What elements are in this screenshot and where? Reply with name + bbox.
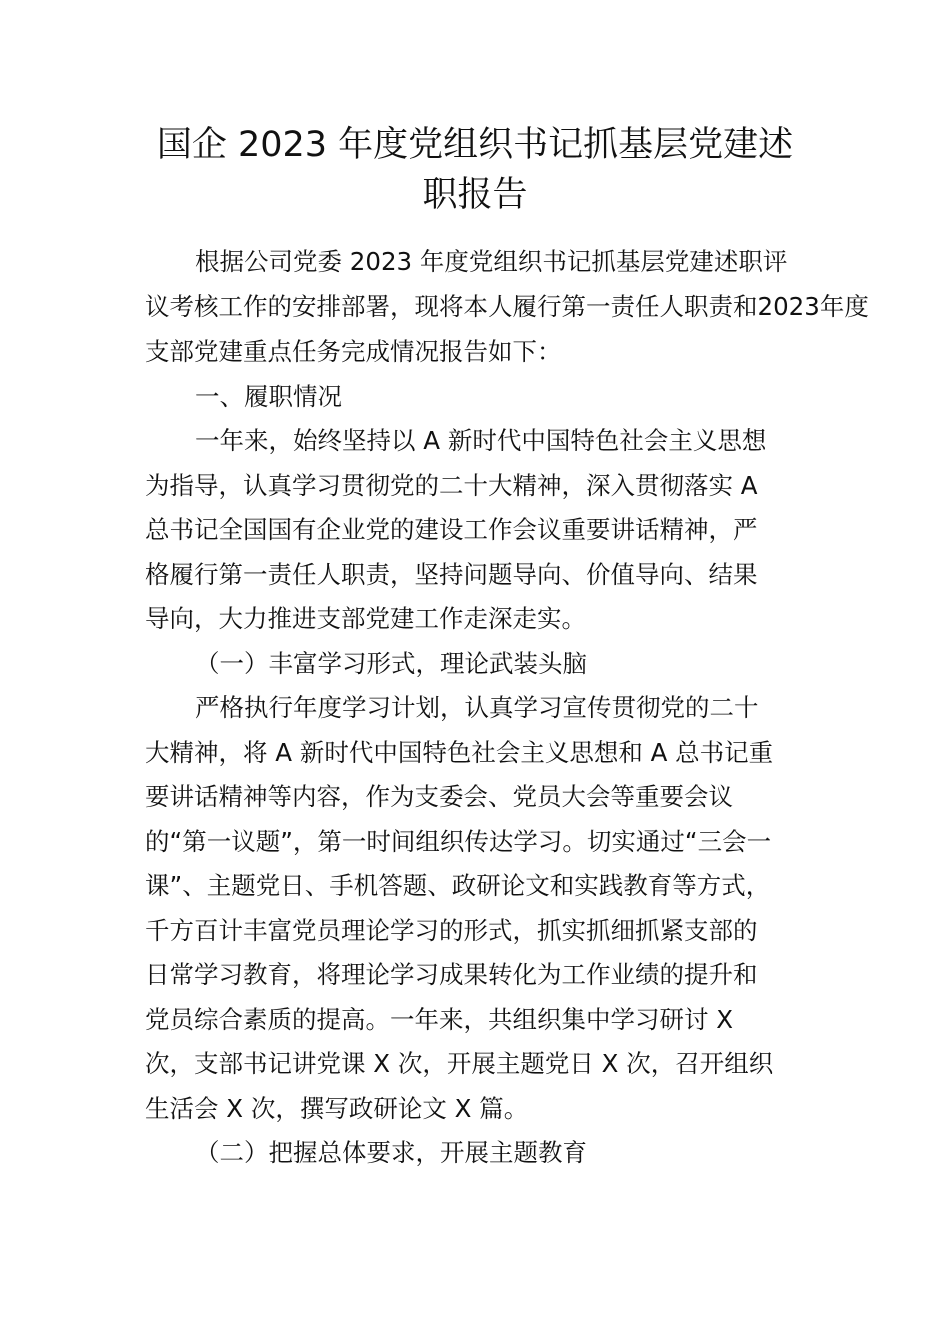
paragraph-line: 千方百计丰富党员理论学习的形式，抓实抓细抓紧支部的 xyxy=(145,916,758,945)
section-heading: 一、履职情况 xyxy=(195,382,342,411)
subsection-heading: （二）把握总体要求，开展主题教育 xyxy=(195,1138,587,1167)
paragraph-line: 党员综合素质的提高。一年来，共组织集中学习研讨 X xyxy=(145,1005,734,1034)
document-title-line-2: 职报告 xyxy=(422,175,528,215)
paragraph-line: 生活会 X 次，撰写政研论文 X 篇。 xyxy=(145,1094,529,1123)
paragraph-line: 严格执行年度学习计划，认真学习宣传贯彻党的二十 xyxy=(195,693,759,722)
subsection-heading: （一）丰富学习形式，理论武装头脑 xyxy=(195,649,587,678)
paragraph-line: 根据公司党委 2023 年度党组织书记抓基层党建述职评 xyxy=(195,247,788,276)
paragraph-line: 课”、主题党日、手机答题、政研论文和实践教育等方式， xyxy=(145,871,771,900)
paragraph-line: 日常学习教育，将理论学习成果转化为工作业绩的提升和 xyxy=(145,960,758,989)
paragraph-line: 总书记全国国有企业党的建设工作会议重要讲话精神，严 xyxy=(145,515,758,544)
paragraph-line: 的“第一议题”，第一时间组织传达学习。切实通过“三会一 xyxy=(145,827,772,856)
paragraph-line: 议考核工作的安排部署，现将本人履行第一责任人职责和2023年度 xyxy=(145,292,869,321)
paragraph-line: 大精神，将 A 新时代中国特色社会主义思想和 A 总书记重 xyxy=(145,738,774,767)
paragraph-line: 导向，大力推进支部党建工作走深走实。 xyxy=(145,604,586,633)
paragraph-line: 为指导，认真学习贯彻党的二十大精神，深入贯彻落实 A xyxy=(145,471,758,500)
paragraph-line: 要讲话精神等内容，作为支委会、党员大会等重要会议 xyxy=(145,782,733,811)
paragraph-line: 一年来，始终坚持以 A 新时代中国特色社会主义思想 xyxy=(195,426,767,455)
paragraph-line: 支部党建重点任务完成情况报告如下： xyxy=(145,337,562,366)
paragraph-line: 格履行第一责任人职责，坚持问题导向、价值导向、结果 xyxy=(145,560,758,589)
paragraph-line: 次，支部书记讲党课 X 次，开展主题党日 X 次，召开组织 xyxy=(145,1049,774,1078)
document-title-line-1: 国企 2023 年度党组织书记抓基层党建述 xyxy=(156,125,794,165)
